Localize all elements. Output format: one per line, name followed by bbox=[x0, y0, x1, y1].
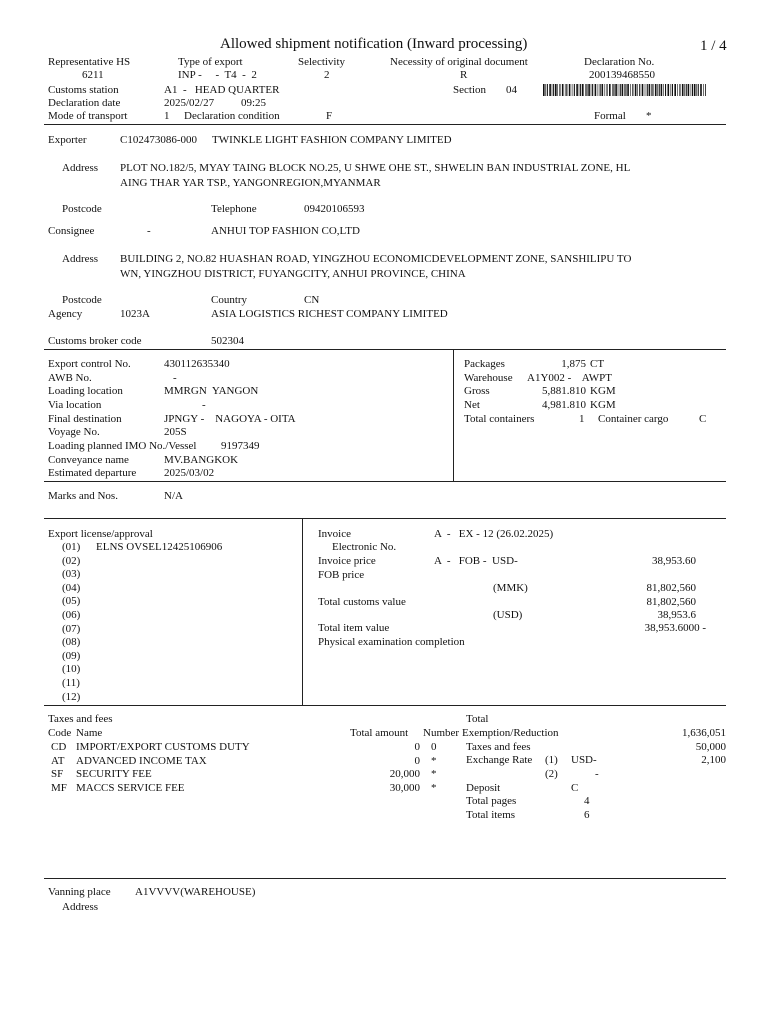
declaration-no-label: Declaration No. bbox=[584, 56, 655, 68]
barcode-bar bbox=[612, 84, 613, 96]
container-cargo-label: Container cargo bbox=[598, 413, 669, 425]
total-items-value: 6 bbox=[584, 809, 590, 821]
document-title: Allowed shipment notification (Inward processing) bbox=[220, 36, 528, 52]
exemption-value: 1,636,051 bbox=[682, 727, 726, 739]
consignee-country-value: CN bbox=[304, 294, 320, 306]
exporter-telephone-label: Telephone bbox=[211, 203, 257, 215]
voyage-label: Voyage No. bbox=[48, 426, 100, 438]
total-containers-value: 1 bbox=[579, 413, 585, 425]
barcode-bar bbox=[661, 84, 663, 96]
barcode-bar bbox=[692, 84, 693, 96]
departure-label: Estimated departure bbox=[48, 467, 137, 479]
export-control-label: Export control No. bbox=[48, 358, 131, 370]
packages-unit: CT bbox=[590, 358, 605, 370]
deposit-value: C bbox=[571, 782, 579, 794]
barcode-bar bbox=[671, 84, 672, 96]
barcode-bar bbox=[625, 84, 626, 96]
exporter-address-label: Address bbox=[62, 162, 99, 174]
barcode-bar bbox=[607, 84, 608, 96]
gross-label: Gross bbox=[464, 385, 490, 397]
agency-code: 1023A bbox=[120, 308, 150, 320]
barcode-bar bbox=[649, 84, 651, 96]
barcode-bar bbox=[696, 84, 697, 96]
barcode-bar bbox=[700, 84, 702, 96]
barcode-bar bbox=[547, 84, 548, 96]
type-export-label: Type of export bbox=[178, 56, 243, 68]
divider bbox=[44, 481, 726, 482]
barcode-bar bbox=[684, 84, 685, 96]
barcode-bar bbox=[635, 84, 637, 96]
formal-label: Formal bbox=[594, 110, 626, 122]
barcode-bar bbox=[655, 84, 657, 96]
barcode-bar bbox=[698, 84, 699, 96]
container-cargo-value: C bbox=[699, 413, 707, 425]
tax-number: 0 bbox=[431, 741, 437, 753]
barcode-bar bbox=[688, 84, 690, 96]
total-item-value: 38,953.6000 - bbox=[644, 622, 706, 634]
physical-exam-label: Physical examination completion bbox=[318, 636, 465, 648]
mode-of-transport-value: 1 bbox=[164, 110, 170, 122]
barcode-bar bbox=[630, 84, 631, 96]
license-item-number: (01) bbox=[62, 541, 81, 553]
barcode-bar bbox=[595, 84, 597, 96]
barcode-bar bbox=[591, 84, 592, 96]
conveyance-value: MV.BANGKOK bbox=[164, 454, 239, 466]
barcode-bar bbox=[555, 84, 557, 96]
packages-label: Packages bbox=[464, 358, 505, 370]
license-item-number: (11) bbox=[62, 677, 80, 689]
invoice-price-value: 38,953.60 bbox=[652, 555, 696, 567]
tax-amount: 0 bbox=[414, 741, 420, 753]
taxes-label: Taxes and fees bbox=[48, 713, 113, 725]
tax-amount: 20,000 bbox=[389, 768, 420, 781]
marks-label: Marks and Nos. bbox=[48, 490, 118, 502]
barcode-bar bbox=[665, 84, 666, 96]
page-number: 1 / 4 bbox=[700, 38, 727, 54]
exporter-name: TWINKLE LIGHT FASHION COMPANY LIMITED bbox=[212, 134, 452, 146]
barcode-bar bbox=[703, 84, 704, 96]
license-item-number: (04) bbox=[62, 581, 81, 594]
license-item-number: (10) bbox=[62, 663, 81, 676]
exporter-address-line1: PLOT NO.182/5, MYAY TAING BLOCK NO.25, U SHWE OHE ST., SHWELIN BAN INDUSTRIAL ZONE, HL bbox=[120, 162, 631, 174]
tax-name: MACCS SERVICE FEE bbox=[76, 781, 185, 794]
barcode-bar bbox=[579, 84, 580, 96]
fob-price-label: FOB price bbox=[318, 569, 365, 581]
formal-value: * bbox=[646, 110, 652, 122]
barcode-bar bbox=[657, 84, 658, 96]
loading-location-label: Loading location bbox=[48, 385, 123, 397]
via-location-value: - bbox=[202, 399, 206, 411]
barcode-bar bbox=[642, 84, 644, 96]
barcode-bar bbox=[602, 84, 604, 96]
vanning-address-label: Address bbox=[62, 901, 99, 913]
license-item-number: (12) bbox=[62, 690, 81, 703]
total-items-label: Total items bbox=[466, 809, 516, 821]
invoice-label: Invoice bbox=[318, 528, 351, 540]
license-item-number: (03) bbox=[62, 568, 81, 581]
imo-vessel-value: 9197349 bbox=[221, 440, 260, 452]
section-label: Section bbox=[453, 84, 486, 96]
fob-value: 81,802,560 bbox=[646, 582, 696, 594]
barcode-bar bbox=[674, 84, 676, 96]
barcode-bar bbox=[627, 84, 629, 96]
consignee-address-line1: BUILDING 2, NO.82 HUASHAN ROAD, YINGZHOU ECONOMICDEVELOPMENT ZONE, SANSHILIPU TO bbox=[120, 253, 632, 265]
barcode-bar bbox=[705, 84, 706, 96]
barcode-bar bbox=[615, 84, 617, 96]
declaration-date-label: Declaration date bbox=[48, 97, 121, 109]
divider bbox=[44, 349, 726, 350]
conveyance-label: Conveyance name bbox=[48, 454, 129, 466]
deposit-label: Deposit bbox=[466, 782, 501, 794]
rate1-currency: USD- bbox=[571, 754, 597, 766]
exporter-code: C102473086-000 bbox=[120, 134, 197, 146]
total-label: Total bbox=[466, 713, 489, 725]
customs-station-label: Customs station bbox=[48, 84, 119, 96]
tax-code: SF bbox=[51, 768, 64, 781]
exchange-rate-label: Exchange Rate bbox=[466, 754, 533, 766]
barcode-bar bbox=[562, 84, 564, 96]
name-header: Name bbox=[76, 727, 103, 739]
declaration-condition-value: F bbox=[326, 110, 333, 122]
net-value: 4,981.810 bbox=[542, 399, 586, 411]
rate1-value: 2,100 bbox=[701, 754, 726, 766]
gross-value: 5,881.810 bbox=[542, 385, 586, 397]
rate2-num: (2) bbox=[545, 768, 558, 780]
consignee-name: ANHUI TOP FASHION CO,LTD bbox=[211, 225, 360, 237]
total-item-label: Total item value bbox=[318, 622, 390, 634]
rate2-value: - bbox=[595, 768, 599, 780]
barcode-bar bbox=[574, 84, 575, 96]
divider bbox=[302, 518, 303, 705]
barcode-bar bbox=[694, 84, 696, 96]
total-customs-value: 81,802,560 bbox=[646, 596, 696, 608]
barcode-bar bbox=[572, 84, 573, 96]
mode-of-transport-label: Mode of transport bbox=[48, 110, 128, 122]
barcode-bar bbox=[624, 84, 625, 96]
consignee-postcode-label: Postcode bbox=[62, 294, 102, 306]
barcode-bar bbox=[585, 84, 586, 96]
warehouse-value: A1Y002 - AWPT bbox=[527, 372, 612, 384]
license-item-value: ELNS OVSEL12425106906 bbox=[96, 541, 223, 553]
barcode-bar bbox=[609, 84, 611, 96]
tax-name: ADVANCED INCOME TAX bbox=[76, 754, 207, 767]
license-item-number: (05) bbox=[62, 595, 81, 608]
marks-value: N/A bbox=[164, 490, 183, 502]
barcode-bar bbox=[652, 84, 653, 96]
barcode-bar bbox=[668, 84, 670, 96]
barcode-bar bbox=[647, 84, 648, 96]
total-amount-header: Total amount bbox=[350, 727, 409, 739]
divider bbox=[44, 124, 726, 125]
divider bbox=[44, 878, 726, 879]
invoice-value: A - EX - 12 (26.02.2025) bbox=[434, 528, 554, 540]
exemption-label: Exemption/Reduction bbox=[462, 727, 559, 739]
export-control-value: 430112635340 bbox=[164, 358, 230, 370]
net-label: Net bbox=[464, 399, 480, 411]
barcode-bar bbox=[651, 84, 652, 96]
usd-value: 38,953.6 bbox=[657, 609, 696, 621]
barcode-bar bbox=[659, 84, 660, 96]
tax-code: CD bbox=[51, 741, 67, 753]
section-value: 04 bbox=[506, 84, 517, 96]
rep-hs-label: Representative HS bbox=[48, 56, 131, 68]
barcode-bar bbox=[677, 84, 678, 96]
tax-number: * bbox=[431, 754, 437, 767]
divider bbox=[453, 349, 454, 481]
barcode-bar bbox=[663, 84, 664, 96]
totals-taxes-value: 50,000 bbox=[695, 741, 726, 753]
tax-name: SECURITY FEE bbox=[76, 768, 152, 781]
vanning-place-label: Vanning place bbox=[48, 886, 111, 898]
agency-label: Agency bbox=[48, 308, 83, 320]
departure-value: 2025/03/02 bbox=[164, 467, 215, 479]
tax-number: * bbox=[431, 768, 437, 781]
total-pages-value: 4 bbox=[584, 795, 590, 807]
barcode-bar bbox=[557, 84, 558, 96]
consignee-code: - bbox=[147, 225, 151, 237]
license-item-number: (09) bbox=[62, 649, 81, 662]
barcode-bar bbox=[543, 84, 545, 96]
barcode-bar bbox=[586, 84, 587, 96]
tax-amount: 30,000 bbox=[389, 781, 420, 794]
fob-currency: (MMK) bbox=[493, 582, 528, 594]
exporter-telephone-value: 09420106593 bbox=[304, 203, 365, 215]
barcode-bar bbox=[672, 84, 673, 96]
rate1-num: (1) bbox=[545, 754, 558, 766]
declaration-time-value: 09:25 bbox=[241, 97, 267, 109]
gross-unit: KGM bbox=[590, 385, 616, 397]
barcode-bar bbox=[582, 84, 584, 96]
barcode-bar bbox=[552, 84, 553, 96]
exporter-postcode-label: Postcode bbox=[62, 203, 102, 215]
tax-number: * bbox=[431, 781, 437, 794]
barcode-bar bbox=[679, 84, 680, 96]
divider bbox=[44, 518, 726, 519]
voyage-value: 205S bbox=[164, 426, 187, 438]
totals-taxes-label: Taxes and fees bbox=[466, 741, 531, 753]
type-export-value: INP - - T4 - 2 bbox=[178, 69, 257, 81]
selectivity-label: Selectivity bbox=[298, 56, 346, 68]
tax-amount: 0 bbox=[414, 754, 420, 767]
barcode-bar bbox=[600, 84, 601, 96]
barcode-bar bbox=[598, 84, 599, 96]
tax-code: MF bbox=[51, 781, 67, 794]
license-item-number: (06) bbox=[62, 609, 81, 621]
final-destination-value: JPNGY - NAGOYA - OITA bbox=[164, 413, 296, 425]
awb-label: AWB No. bbox=[48, 372, 92, 384]
customs-station-value: A1 - HEAD QUARTER bbox=[164, 84, 280, 96]
consignee-address-label: Address bbox=[62, 253, 99, 265]
code-header: Code bbox=[48, 727, 72, 739]
barcode-bar bbox=[632, 84, 633, 96]
barcode-bar bbox=[566, 84, 567, 96]
tax-code: AT bbox=[51, 754, 65, 767]
packages-value: 1,875 bbox=[561, 358, 586, 370]
barcode-bar bbox=[580, 84, 581, 96]
barcode-bar bbox=[620, 84, 621, 96]
barcode-bar bbox=[592, 84, 593, 96]
barcode-bar bbox=[605, 84, 606, 96]
consignee-country-label: Country bbox=[211, 294, 248, 306]
license-item-number: (02) bbox=[62, 554, 81, 567]
total-containers-label: Total containers bbox=[464, 413, 535, 425]
broker-code-label: Customs broker code bbox=[48, 335, 142, 347]
warehouse-label: Warehouse bbox=[464, 372, 513, 384]
imo-vessel-label: Loading planned IMO No./Vessel bbox=[48, 440, 197, 452]
broker-code-value: 502304 bbox=[211, 335, 244, 347]
barcode-bar bbox=[622, 84, 624, 96]
barcode-bar bbox=[553, 84, 554, 96]
barcode-bar bbox=[613, 84, 614, 96]
final-destination-label: Final destination bbox=[48, 413, 122, 425]
barcode-bar bbox=[576, 84, 578, 96]
declaration-no-value: 200139468550 bbox=[589, 69, 655, 81]
license-item-number: (07) bbox=[62, 622, 81, 635]
barcode-bar bbox=[682, 84, 684, 96]
rep-hs-value: 6211 bbox=[82, 69, 104, 81]
barcode-bar bbox=[549, 84, 551, 96]
barcode-bar bbox=[545, 84, 546, 96]
barcode-bar bbox=[691, 84, 692, 96]
consignee-address-line2: WN, YINGZHOU DISTRICT, FUYANGCITY, ANHUI PROVINCE, CHINA bbox=[120, 268, 466, 280]
barcode-bar bbox=[639, 84, 640, 96]
barcode-bar bbox=[565, 84, 566, 96]
invoice-price-label: Invoice price bbox=[318, 555, 376, 567]
vanning-place-value: A1VVVV(WAREHOUSE) bbox=[135, 886, 256, 898]
via-location-label: Via location bbox=[48, 399, 102, 411]
total-customs-label: Total customs value bbox=[318, 596, 406, 608]
net-unit: KGM bbox=[590, 399, 616, 411]
declaration-condition-label: Declaration condition bbox=[184, 110, 280, 122]
total-pages-label: Total pages bbox=[466, 795, 517, 807]
barcode-bar bbox=[637, 84, 638, 96]
consignee-label: Consignee bbox=[48, 225, 95, 237]
necessity-value: R bbox=[460, 69, 468, 81]
barcode-bar bbox=[559, 84, 560, 96]
number-header: Number bbox=[423, 727, 460, 739]
barcode-image bbox=[543, 84, 706, 96]
exporter-label: Exporter bbox=[48, 134, 87, 146]
license-item-number: (08) bbox=[62, 636, 81, 649]
invoice-price-terms: A - FOB - USD- bbox=[434, 555, 518, 567]
export-license-label: Export license/approval bbox=[48, 528, 153, 540]
exporter-address-line2: AING THAR YAR TSP., YANGONREGION,MYANMAR bbox=[120, 177, 381, 189]
barcode-bar bbox=[618, 84, 619, 96]
electronic-no-label: Electronic No. bbox=[332, 541, 397, 553]
necessity-label: Necessity of original document bbox=[390, 56, 528, 68]
barcode-bar bbox=[569, 84, 571, 96]
selectivity-value: 2 bbox=[324, 69, 330, 81]
usd-label: (USD) bbox=[493, 609, 523, 621]
barcode-bar bbox=[645, 84, 646, 96]
awb-value: - bbox=[173, 372, 177, 384]
tax-name: IMPORT/EXPORT CUSTOMS DUTY bbox=[76, 741, 250, 753]
agency-name: ASIA LOGISTICS RICHEST COMPANY LIMITED bbox=[211, 308, 448, 320]
declaration-date-value: 2025/02/27 bbox=[164, 97, 215, 109]
barcode-bar bbox=[588, 84, 590, 96]
divider bbox=[44, 705, 726, 706]
barcode-bar bbox=[686, 84, 687, 96]
loading-location-value: MMRGN YANGON bbox=[164, 385, 259, 397]
